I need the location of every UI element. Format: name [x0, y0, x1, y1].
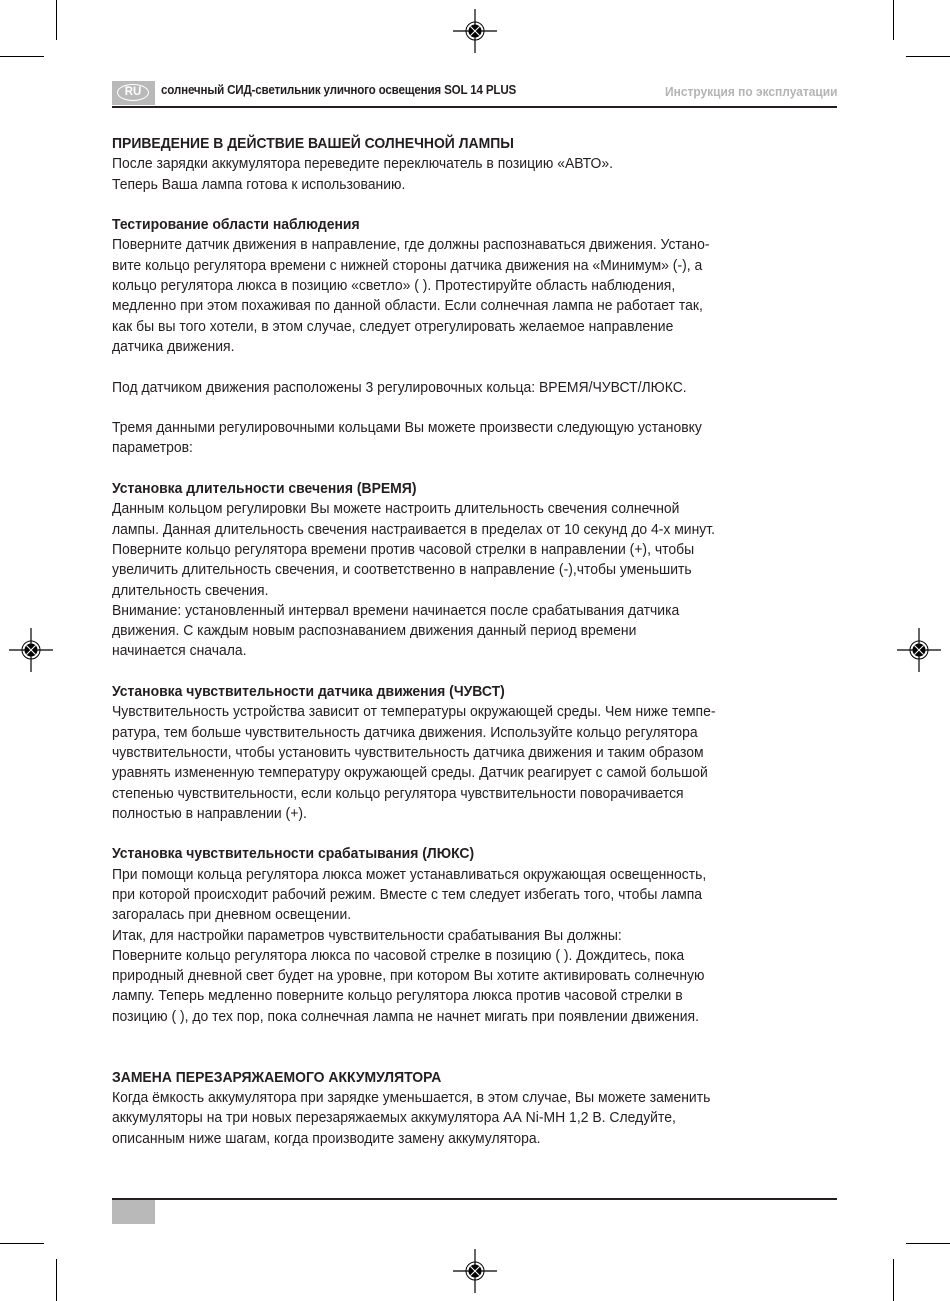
paragraph-line: начинается сначала. — [112, 642, 247, 660]
paragraph-line: аккумуляторы на три новых перезаряжаемых аккумулятора АА Ni-MH 1,2 В. Следуйте, — [112, 1109, 676, 1127]
section-startup — [112, 134, 842, 195]
section-sensitivity-setting — [112, 682, 842, 824]
section-rings-params — [112, 418, 842, 459]
paragraph-line: полностью в направлении (+). — [112, 804, 307, 822]
paragraph-line: описанным ниже шагам, когда производите замену аккумулятора. — [112, 1129, 541, 1147]
paragraph-line: движения. С каждым новым распознаванием движения данный период времени — [112, 622, 637, 640]
page-content — [112, 134, 842, 1149]
paragraph-line: ратура, тем больше чувствительность датчика движения. Используйте кольцо регулятора — [112, 723, 698, 741]
crop-mark-tl-h — [0, 56, 44, 57]
crop-mark-tl-v — [56, 0, 57, 40]
paragraph-line: чувствительности, чтобы установить чувствительность датчика движения и таким образом — [112, 743, 704, 761]
crop-mark-bl-h — [0, 1243, 44, 1244]
paragraph-line: Внимание: установленный интервал времени начинается после срабатывания датчика — [112, 601, 680, 619]
section-heading: Установка чувствительности датчика движения (ЧУВСТ) — [112, 683, 505, 701]
document-title: солнечный СИД-светильник уличного освещения SOL 14 PLUS — [161, 83, 517, 97]
paragraph-line: вите кольцо регулятора времени с нижней стороны датчика движения на «Минимум» (-), а — [112, 256, 703, 274]
language-code: RU — [117, 84, 149, 101]
section-heading: Установка чувствительности срабатывания (ЛЮКС) — [112, 845, 475, 863]
paragraph-line: Чувствительность устройства зависит от температуры окружающей среды. Чем ниже темпе- — [112, 703, 716, 721]
section-heading: Установка длительности свечения (ВРЕМЯ) — [112, 480, 417, 498]
crop-mark-br-v — [893, 1259, 894, 1301]
paragraph-line: как бы вы того хотели, в этом случае, следует отрегулировать желаемое направление — [112, 317, 674, 335]
crop-mark-bl-v — [56, 1259, 57, 1301]
section-rings-intro — [112, 378, 842, 398]
paragraph-line: датчика движения. — [112, 337, 235, 355]
paragraph-line: Поверните кольцо регулятора люкса по часовой стрелке в позицию ( ). Дождитесь, пока — [112, 946, 685, 964]
paragraph-line: лампу. Теперь медленно поверните кольцо регулятора люкса против часовой стрелки в — [112, 987, 683, 1005]
paragraph-line: Итак, для настройки параметров чувствительности срабатывания Вы должны: — [112, 926, 622, 944]
section-battery-replacement — [112, 1068, 842, 1149]
crop-mark-tr-v — [893, 0, 894, 40]
paragraph-line: длительность свечения. — [112, 581, 269, 599]
paragraph-line: После зарядки аккумулятора переведите переключатель в позицию «АВТО». — [112, 155, 614, 173]
header-divider — [112, 106, 837, 108]
paragraph-line: кольцо регулятора люкса в позицию «светло» ( ). Протестируйте область наблюдения, — [112, 277, 676, 295]
section-lux-setting — [112, 844, 842, 1027]
crop-mark-tr-h — [906, 56, 950, 57]
registration-mark-icon-bottom — [453, 1249, 497, 1293]
page-header — [112, 81, 837, 105]
document-subtitle: Инструкция по эксплуатации — [664, 84, 837, 99]
registration-mark-icon-left — [9, 628, 53, 672]
registration-mark-icon-right — [897, 628, 941, 672]
crop-mark-br-h — [906, 1243, 950, 1244]
registration-mark-icon-top — [453, 9, 497, 53]
paragraph-line: Теперь Ваша лампа готова к использованию. — [112, 175, 406, 193]
paragraph-line: степенью чувствительности, если кольцо регулятора чувствительности поворачивается — [112, 784, 684, 802]
paragraph-line: При помощи кольца регулятора люкса может устанавливаться окружающая освещенность, — [112, 865, 707, 883]
paragraph-line: увеличить длительность свечения, и соответственно в направление (-),чтобы уменьшить — [112, 561, 692, 579]
section-heading: Тестирование области наблюдения — [112, 216, 360, 234]
section-heading: ЗАМЕНА ПЕРЕЗАРЯЖАЕМОГО АККУМУЛЯТОРА — [112, 1068, 442, 1086]
paragraph-line: Поверните датчик движения в направление, где должны распознаваться движения. Устано- — [112, 236, 710, 254]
paragraph-line: Под датчиком движения расположены 3 регулировочных кольца: ВРЕМЯ/ЧУВСТ/ЛЮКС. — [112, 378, 687, 396]
paragraph-line: при которой происходит рабочий режим. Вместе с тем следует избегать того, чтобы лампа — [112, 885, 703, 903]
paragraph-line: загоралась при дневном освещении. — [112, 906, 352, 924]
paragraph-line: Когда ёмкость аккумулятора при зарядке уменьшается, в этом случае, Вы можете заменить — [112, 1088, 711, 1106]
section-heading: ПРИВЕДЕНИЕ В ДЕЙСТВИЕ ВАШЕЙ СОЛНЕЧНОЙ ЛАМПЫ — [112, 135, 514, 152]
paragraph-line: Поверните кольцо регулятора времени против часовой стрелки в направлении (+), чтобы — [112, 540, 695, 558]
paragraph-line: лампы. Данная длительность свечения настраивается в пределах от 10 секунд до 4-х минут. — [112, 520, 716, 538]
footer-divider — [112, 1198, 837, 1200]
paragraph-line: Данным кольцом регулировки Вы можете настроить длительность свечения солнечной — [112, 500, 680, 518]
paragraph-line: уравнять измененную температуру окружающей среды. Датчик реагирует с самой большой — [112, 764, 708, 782]
paragraph-line: позицию ( ), до тех пор, пока солнечная лампа не начнет мигать при появлении движения. — [112, 1007, 699, 1025]
language-badge — [112, 81, 155, 105]
paragraph-line: медленно при этом похаживая по данной области. Если солнечная лампа не работает так, — [112, 297, 703, 315]
paragraph-line: Тремя данными регулировочными кольцами Вы можете произвести следующую установку — [112, 419, 702, 437]
paragraph-line: параметров: — [112, 439, 193, 457]
page-number-block — [112, 1200, 155, 1224]
paragraph-line: природный дневной свет будет на уровне, при котором Вы хотите активировать солнечную — [112, 967, 705, 985]
section-time-setting — [112, 479, 842, 662]
section-testing-area — [112, 215, 842, 357]
